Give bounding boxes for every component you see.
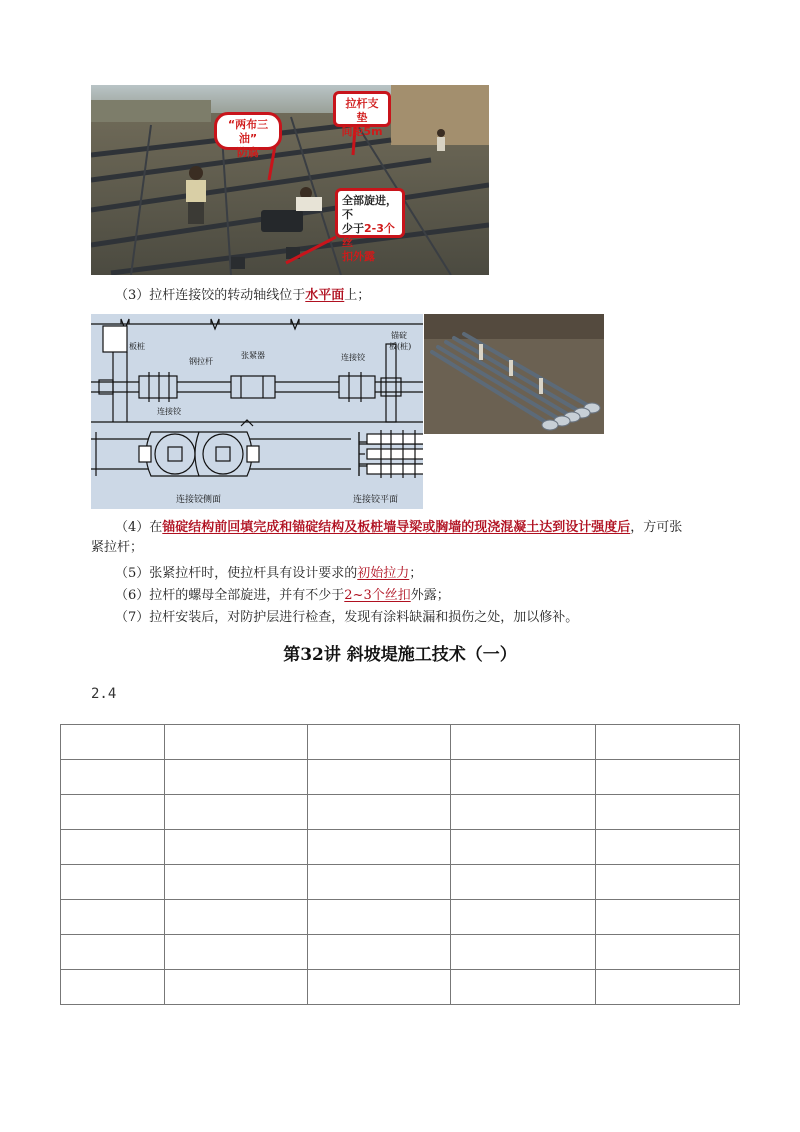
- table-row: [61, 830, 740, 865]
- tie-rods-photo: [424, 314, 604, 434]
- table-cell: [308, 760, 451, 795]
- table-cell: [451, 725, 596, 760]
- table-cell: [165, 935, 308, 970]
- table-cell: [165, 900, 308, 935]
- label-anchor-line1: 锚碇: [391, 331, 407, 340]
- table-cell: [451, 760, 596, 795]
- table-cell: [165, 830, 308, 865]
- label-anchor-line2: 板(桩): [389, 342, 412, 351]
- table-cell: [451, 970, 596, 1005]
- table-cell: [308, 725, 451, 760]
- item-6-suffix: 外露；: [410, 588, 450, 603]
- item-7: [115, 608, 578, 628]
- callout-anticorrosion: [214, 112, 282, 159]
- table-cell: [451, 935, 596, 970]
- table-row: [61, 725, 740, 760]
- table-cell: [451, 900, 596, 935]
- table-row: [61, 970, 740, 1005]
- table-row: [61, 865, 740, 900]
- table-cell: [451, 795, 596, 830]
- table-cell: [596, 900, 740, 935]
- item-5-highlight: 初始拉力: [357, 566, 410, 581]
- table-cell: [165, 725, 308, 760]
- table-cell: [596, 935, 740, 970]
- item-3-highlight: 水平面: [305, 288, 345, 303]
- label-steel-tie-rod: 钢拉杆: [189, 357, 213, 366]
- table-cell: [596, 795, 740, 830]
- table-cell: [596, 970, 740, 1005]
- callout-support-spacing-line1: 拉杆支垫: [345, 97, 379, 124]
- item-4-prefix: （4）在: [115, 520, 163, 535]
- table-row: [61, 760, 740, 795]
- table-cell: [61, 865, 165, 900]
- tie-rod-diagram-drawing: [91, 314, 423, 509]
- item-6: [115, 586, 450, 606]
- construction-site-photo: [91, 85, 489, 275]
- empty-table: [60, 724, 740, 1005]
- caption-hinge-side-view: 连接铰侧面: [176, 495, 222, 505]
- callout-thread-exposure: [335, 188, 405, 263]
- construction-site-scene: [91, 85, 489, 275]
- item-6-prefix: （6）拉杆的螺母全部旋进，并有不少于: [115, 588, 345, 603]
- callout-thread-line3: 扣外露: [342, 250, 375, 263]
- table-cell: [308, 865, 451, 900]
- table-cell: [165, 795, 308, 830]
- item-3-prefix: （3）拉杆连接饺的转动轴线位于: [115, 288, 306, 303]
- table-cell: [596, 725, 740, 760]
- table-cell: [61, 760, 165, 795]
- table-cell: [165, 865, 308, 900]
- label-connection-hinge-top: 连接铰: [341, 353, 365, 362]
- table-cell: [596, 865, 740, 900]
- tie-rods-photo-scene: [424, 314, 604, 434]
- item-3-suffix: 上；: [344, 288, 371, 303]
- table-cell: [61, 725, 165, 760]
- item-3: [115, 286, 370, 306]
- empty-table-body: [61, 725, 740, 1005]
- table-cell: [451, 865, 596, 900]
- label-tensioner: 张紧器: [241, 351, 265, 360]
- item-4-suffix: ，方可张: [630, 520, 683, 535]
- callout-anticorrosion-line2: 防腐: [237, 146, 259, 159]
- table-row: [61, 900, 740, 935]
- callout-support-spacing-line2: 间距5m: [341, 125, 383, 138]
- table-cell: [308, 970, 451, 1005]
- callout-anticorrosion-line1: “两布三油”: [227, 118, 269, 145]
- table-cell: [308, 795, 451, 830]
- table-cell: [61, 830, 165, 865]
- tie-rod-connection-diagram: [91, 314, 423, 509]
- table-cell: [165, 970, 308, 1005]
- table-cell: [451, 830, 596, 865]
- item-4-highlight: 锚碇结构前回填完成和锚碇结构及板桩墙导梁或胸墙的现浇混凝土达到设计强度后: [162, 520, 631, 535]
- table-cell: [61, 900, 165, 935]
- table-cell: [596, 830, 740, 865]
- item-4-line1: [91, 518, 751, 538]
- table-cell: [165, 760, 308, 795]
- item-5-prefix: （5）张紧拉杆时，使拉杆具有设计要求的: [115, 566, 358, 581]
- item-5-suffix: ；: [409, 566, 423, 581]
- item-5: [115, 564, 422, 584]
- table-row: [61, 795, 740, 830]
- table-cell: [61, 935, 165, 970]
- table-cell: [596, 760, 740, 795]
- table-cell: [61, 970, 165, 1005]
- table-cell: [61, 795, 165, 830]
- table-row: [61, 935, 740, 970]
- item-4-line2: 紧拉杆；: [91, 540, 144, 555]
- item-6-highlight: 2~3个丝扣: [344, 588, 411, 603]
- label-connection-hinge-bottom: 连接铰: [157, 407, 181, 416]
- callout-support-spacing: [333, 91, 391, 138]
- item-7-text: （7）拉杆安装后，对防护层进行检查，发现有涂料缺漏和损伤之处，加以修补。: [115, 610, 579, 625]
- callout-thread-line1: 全部旋进，不: [342, 194, 397, 221]
- table-cell: [308, 935, 451, 970]
- table-cell: [308, 830, 451, 865]
- caption-hinge-plan-view: 连接铰平面: [353, 495, 399, 505]
- section-number: 2.4: [91, 686, 117, 702]
- table-cell: [308, 900, 451, 935]
- item-4: [91, 518, 751, 558]
- label-sheet-pile: 板桩: [129, 342, 145, 351]
- callout-thread-line2-prefix: 少于: [342, 222, 364, 235]
- lecture-title: 第32讲 斜坡堤施工技术（一）: [283, 645, 517, 665]
- callout-thread-line2-highlight: 2-3个丝: [342, 222, 395, 249]
- callout-thread-line2: [342, 222, 398, 250]
